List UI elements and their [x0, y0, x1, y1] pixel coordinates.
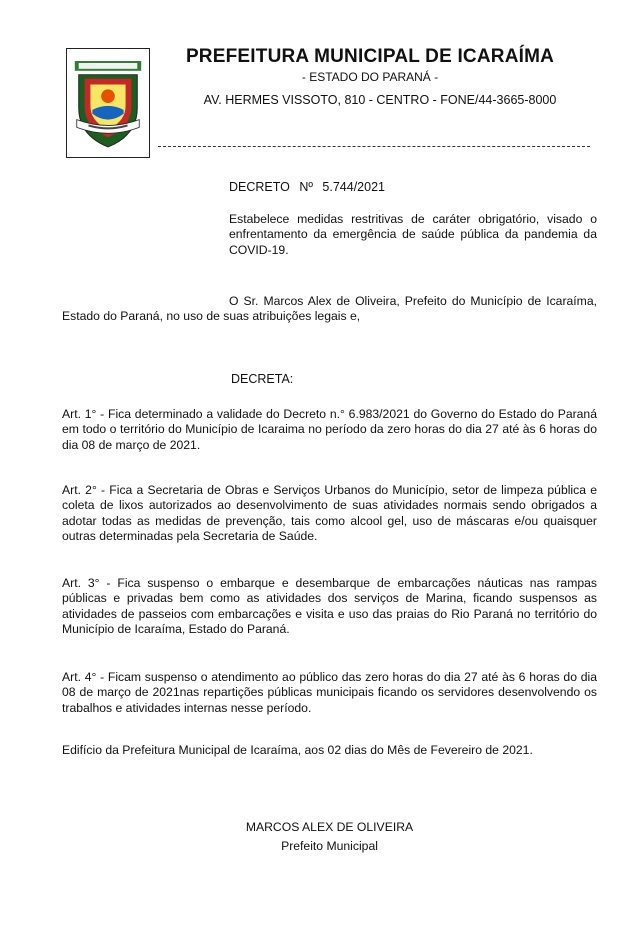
closing-statement: Edifício da Prefeitura Municipal de Icaraíma, aos 02 dias do Mês de Fevereiro de 2021. [62, 743, 533, 757]
decree-preamble: O Sr. Marcos Alex de Oliveira, Prefeito do Município de Icaraíma, Estado do Paraná, no uso de suas atribuições legais e, [62, 294, 597, 324]
decree-ementa: Estabelece medidas restritivas de caráter obrigatório, visado o enfrentamento da emergência de saúde pública da pandemia da COVID-19. [229, 212, 597, 257]
coat-of-arms-graphic [67, 49, 149, 157]
article-2: Art. 2° - Fica a Secretaria de Obras e Serviços Urbanos do Município, setor de limpeza pública e coleta de lixos autorizados ao desenvolvimento de suas atividades normais sendo obrigados a adotar todas as medidas de prevenção, tais como alcool gel, uso de máscaras e/ou quaisquer outras determinadas pela Secretaria de Saúde. [62, 483, 597, 543]
signature-name: MARCOS ALEX DE OLIVEIRA [245, 820, 414, 834]
state-subtitle: - ESTADO DO PARANÁ - [301, 70, 439, 84]
municipal-coat-of-arms-icon [66, 48, 150, 158]
decreta-heading: DECRETA: [231, 372, 294, 386]
decree-number: DECRETO Nº 5.744/2021 [229, 180, 385, 194]
article-3: Art. 3° - Fica suspenso o embarque e desembarque de embarcações náuticas nas rampas públicas e privadas bem como as atividades dos serviços de Marina, ficando suspensos as atividades de passeios com embarcações e visita e uso das praias do Rio Paraná no território do Município de Icaraíma, Estado do Paraná. [62, 576, 597, 636]
address-line: AV. HERMES VISSOTO, 810 - CENTRO - FONE/44-3665-8000 [203, 93, 557, 107]
header-divider [158, 146, 590, 147]
municipality-title: PREFEITURA MUNICIPAL DE ICARAÍMA [185, 46, 555, 67]
signature-role: Prefeito Municipal [281, 839, 378, 853]
article-1: Art. 1° - Fica determinado a validade do Decreto n.° 6.983/2021 do Governo do Estado do Paraná em todo o território do Município de Icaraima no período da zero horas do dia 27 até às 6 horas do dia 08 de março de 2021. [62, 407, 597, 452]
article-4: Art. 4° - Ficam suspenso o atendimento ao público das zero horas do dia 27 até às 6 horas do dia 08 de março de 2021nas repartições públicas municipais ficando os servidores desenvolvendo os trabalhos e atividades internas nesse período. [62, 670, 597, 715]
